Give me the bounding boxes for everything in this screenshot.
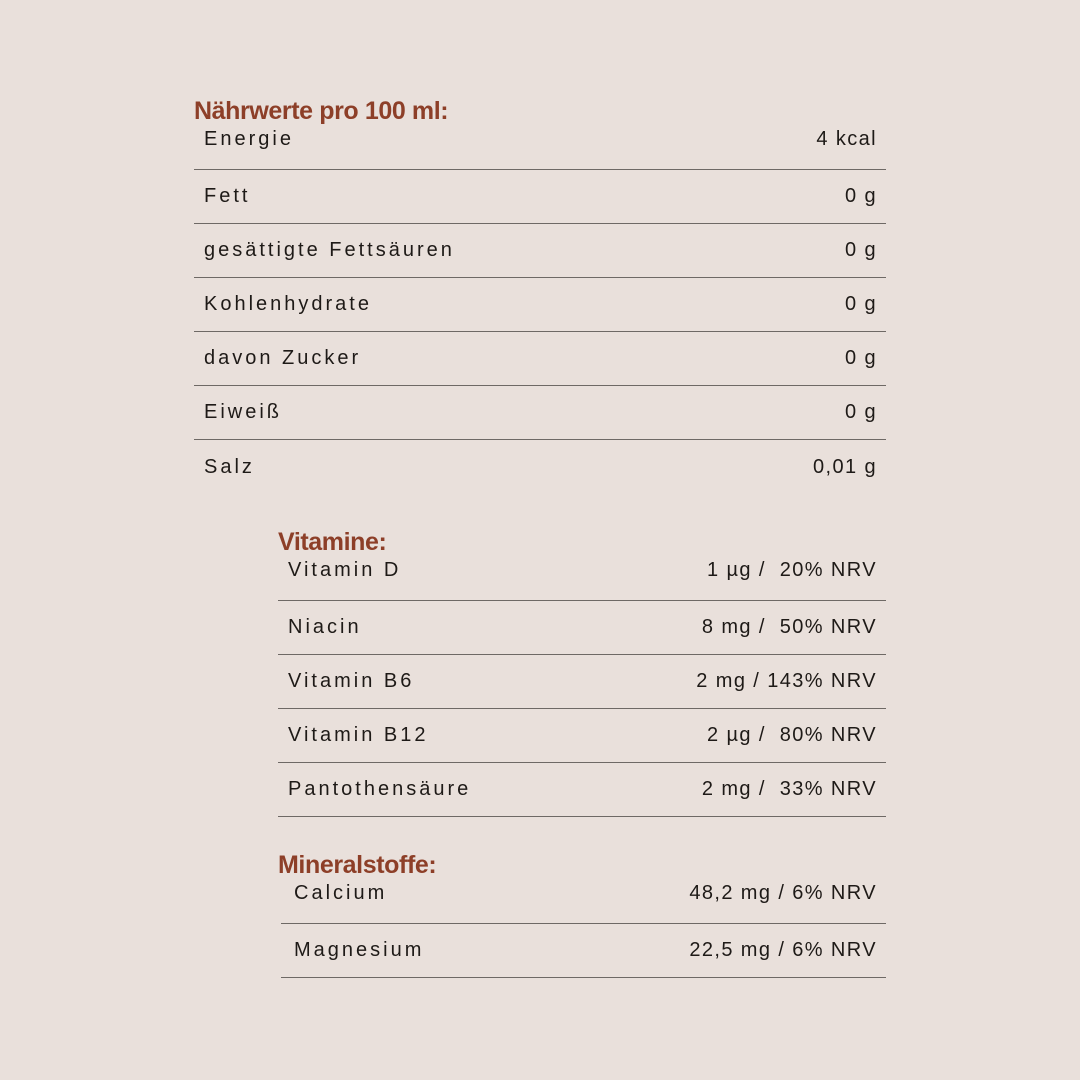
table-row bbox=[278, 655, 886, 709]
table-row bbox=[281, 880, 886, 924]
row-value: 2 mg / 143% NRV bbox=[696, 670, 877, 692]
vitamins-table bbox=[278, 557, 886, 817]
table-row bbox=[278, 709, 886, 763]
minerals-table bbox=[278, 880, 886, 978]
row-value: 2 µg / 80% NRV bbox=[706, 724, 877, 746]
vitamins-section bbox=[278, 527, 886, 817]
table-row bbox=[278, 557, 886, 601]
vitamins-heading: Vitamine: bbox=[278, 528, 387, 556]
row-value: 8 mg / 50% NRV bbox=[701, 616, 877, 638]
row-label: Fett bbox=[204, 185, 251, 207]
row-value: 0 g bbox=[844, 347, 877, 369]
row-label: Kohlenhydrate bbox=[204, 293, 372, 315]
row-value: 0 g bbox=[844, 401, 877, 423]
row-value: 0 g bbox=[844, 239, 877, 261]
table-row bbox=[194, 170, 886, 224]
row-value: 2 mg / 33% NRV bbox=[701, 778, 877, 800]
row-label: Vitamin B12 bbox=[288, 724, 429, 746]
table-row bbox=[194, 224, 886, 278]
table-row bbox=[281, 924, 886, 978]
row-label: Salz bbox=[204, 455, 255, 478]
row-label: Niacin bbox=[288, 616, 362, 638]
minerals-section bbox=[278, 850, 886, 978]
nutrition-facts-table bbox=[194, 126, 886, 494]
table-row bbox=[194, 440, 886, 494]
minerals-heading: Mineralstoffe: bbox=[278, 851, 437, 879]
row-label: Eiweiß bbox=[204, 401, 283, 423]
row-value: 1 µg / 20% NRV bbox=[706, 559, 877, 581]
row-label: Energie bbox=[204, 128, 294, 150]
row-label: Vitamin B6 bbox=[288, 670, 415, 692]
row-label: davon Zucker bbox=[204, 347, 362, 369]
nutrition-facts-section bbox=[194, 96, 886, 494]
row-label: Calcium bbox=[294, 882, 388, 904]
row-label: Magnesium bbox=[294, 939, 425, 961]
nutrition-facts-heading: Nährwerte pro 100 ml: bbox=[194, 97, 449, 125]
table-row bbox=[194, 332, 886, 386]
table-row bbox=[194, 386, 886, 440]
row-label: Vitamin D bbox=[288, 559, 402, 581]
table-row bbox=[194, 278, 886, 332]
table-row bbox=[278, 763, 886, 817]
row-label: Pantothensäure bbox=[288, 778, 472, 800]
row-label: gesättigte Fettsäuren bbox=[204, 239, 455, 261]
table-row bbox=[194, 126, 886, 170]
row-value: 0,01 g bbox=[812, 455, 877, 478]
row-value: 48,2 mg / 6% NRV bbox=[689, 882, 877, 904]
table-row bbox=[278, 601, 886, 655]
row-value: 0 g bbox=[844, 293, 877, 315]
row-value: 4 kcal bbox=[816, 128, 877, 150]
row-value: 22,5 mg / 6% NRV bbox=[689, 939, 877, 961]
row-value: 0 g bbox=[844, 185, 877, 207]
